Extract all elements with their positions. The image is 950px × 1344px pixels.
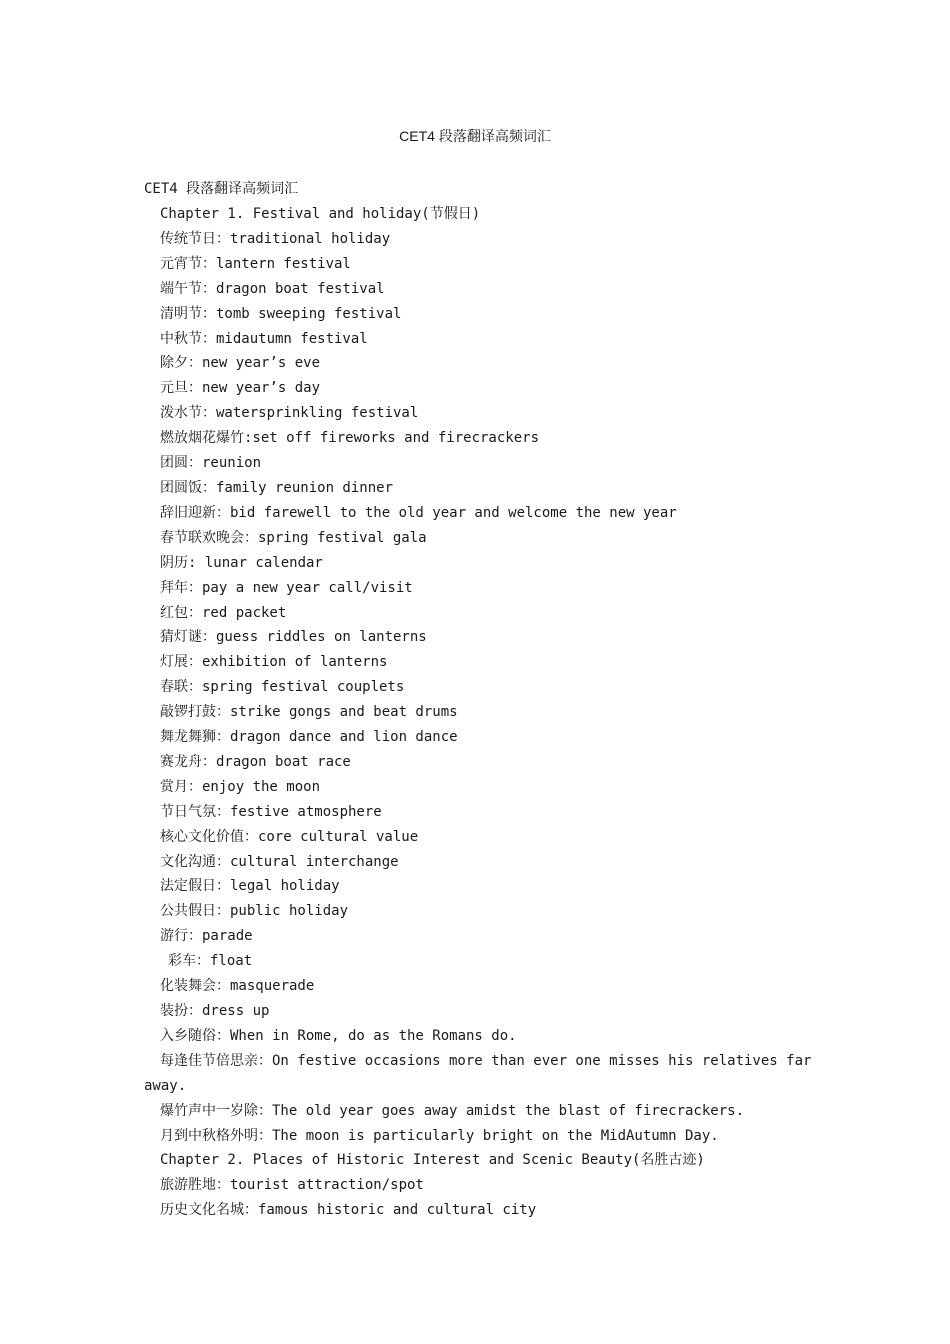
vocab-line: 除夕：new year’s eve xyxy=(160,355,321,372)
vocab-line: 燃放烟花爆竹:set off fireworks and firecrackers xyxy=(160,430,540,447)
vocab-line: 法定假日：legal holiday xyxy=(160,878,340,895)
vocab-line: 游行：parade xyxy=(160,928,253,945)
vocab-line: Chapter 2. Places of Historic Interest and Scenic Beauty(名胜古迹) xyxy=(160,1152,705,1169)
vocab-line: 赛龙舟：dragon boat race xyxy=(160,753,351,770)
vocab-line: 猜灯谜：guess riddles on lanterns xyxy=(160,629,427,646)
vocab-line: 月到中秋格外明：The moon is particularly bright on the MidAutumn Day. xyxy=(160,1127,719,1144)
vocab-line: 敲锣打鼓：strike gongs and beat drums xyxy=(160,704,458,721)
vocabulary-list xyxy=(144,202,820,1223)
vocab-line: 拜年：pay a new year call/visit xyxy=(160,579,413,596)
document-heading: CET4 段落翻译高频词汇 xyxy=(144,181,299,197)
vocab-line: 核心文化价值：core cultural value xyxy=(160,828,419,845)
vocab-line: 文化沟通：cultural interchange xyxy=(160,853,399,870)
vocab-line: 团圆饭：family reunion dinner xyxy=(160,479,394,496)
vocab-line: 传统节日：traditional holiday xyxy=(160,230,391,247)
vocab-line: 泼水节：watersprinkling festival xyxy=(160,405,419,422)
vocab-line: 灯展：exhibition of lanterns xyxy=(160,654,388,671)
vocab-line: 辞旧迎新：bid farewell to the old year and welcome the new year xyxy=(160,504,677,521)
vocab-line: 舞龙舞狮：dragon dance and lion dance xyxy=(160,729,458,746)
vocab-line: 端午节：dragon boat festival xyxy=(160,280,385,297)
vocab-line: 公共假日：public holiday xyxy=(160,903,349,920)
vocab-line: 阴历: lunar calendar xyxy=(160,554,323,571)
vocab-line: 爆竹声中一岁除：The old year goes away amidst the blast of firecrackers. xyxy=(160,1102,745,1119)
vocab-line: 春联：spring festival couplets xyxy=(160,679,405,696)
vocab-line: 彩车：float xyxy=(168,953,253,970)
vocab-line: 旅游胜地：tourist attraction/spot xyxy=(160,1177,424,1194)
vocab-line: 装扮：dress up xyxy=(160,1003,270,1019)
vocab-line: 中秋节：midautumn festival xyxy=(160,330,368,347)
vocab-line: 每逢佳节倍思亲：On festive occasions more than ever one misses his relatives far away. xyxy=(144,1052,820,1094)
vocab-line: 赏月：enjoy the moon xyxy=(160,778,321,795)
vocab-line: 团圆：reunion xyxy=(160,455,262,472)
vocab-line: 元宵节：lantern festival xyxy=(160,255,351,272)
vocab-line: 节日气氛：festive atmosphere xyxy=(160,803,382,820)
vocab-line: 春节联欢晚会：spring festival gala xyxy=(160,529,427,546)
vocab-line: 红包：red packet xyxy=(160,604,287,621)
vocab-line: 清明节：tomb sweeping festival xyxy=(160,305,402,322)
vocab-line: 入乡随俗：When in Rome, do as the Romans do. xyxy=(160,1027,517,1044)
vocab-line: 历史文化名城：famous historic and cultural city xyxy=(160,1202,537,1219)
vocab-line: 化装舞会：masquerade xyxy=(160,978,315,995)
page-title: CET4 段落翻译高频词汇 xyxy=(399,128,551,144)
vocab-line: Chapter 1. Festival and holiday(节假日) xyxy=(160,206,481,222)
vocab-line: 元旦：new year’s day xyxy=(160,380,321,397)
